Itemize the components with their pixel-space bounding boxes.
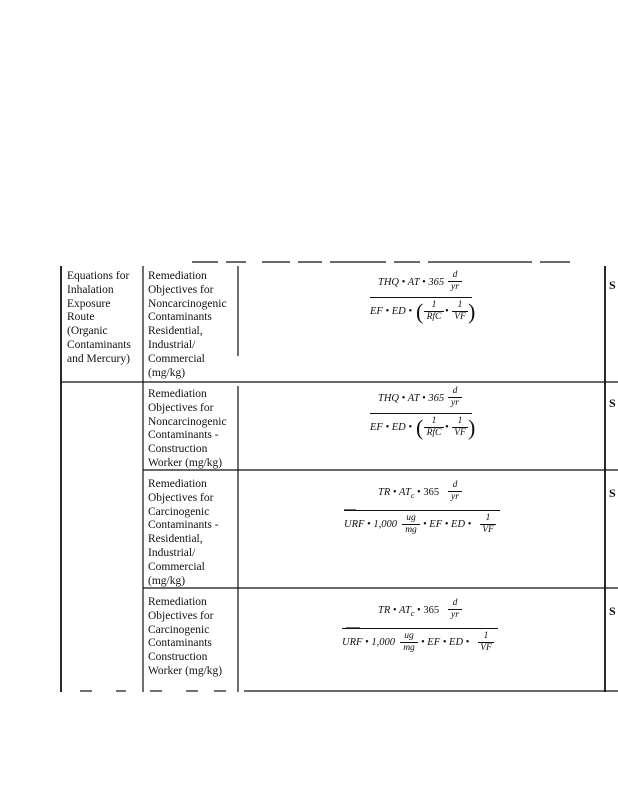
equation-numerator: THQ • AT • 365 [378,277,445,288]
close-paren: ) [468,299,476,324]
equation-numerator: THQ • AT • 365 [378,393,445,404]
column-heading: Equations for Inhalation Exposure Route (Organic Contaminants and Mercury) [67,270,131,365]
cut-off-text: S [609,604,616,618]
equation-denominator: URF • 1,000 [342,637,395,648]
open-paren: ( [416,299,424,324]
fraction-bar [370,413,472,414]
fraction-bar [370,297,472,298]
row-label: Remediation Objectives for Carcinogenic Contaminants - Residential, Industrial/ Commercial (mg/kg) [148,478,219,587]
equation: THQ • AT • 365 $\frac{d}{yr}$ EF • ED • ( 1 RfC • $\frac{1}{VF}$ ) [370,386,476,440]
den-fraction-1: 1 RfC [424,416,444,439]
row-label: Remediation Objectives for Noncarcinogenic Contaminants Residential, Industrial/ Commercial (mg/kg) [148,270,227,379]
num-fraction: $\frac{d}{yr}$ [448,270,462,293]
equation-numerator: TR • $AT_c$ • 365 [378,487,440,501]
open-paren: ( [416,415,424,440]
equation-denominator: EF • ED • [370,306,413,317]
equation-numerator: TR • $AT_c$ • 365 [378,605,440,619]
equation: THQ • AT • 365 $\frac{d}{yr}$ EF • ED • ( 1 RfC • $\frac{1}{VF}$ ) [370,270,476,324]
equation: TR • $AT_c$ • 365 $\frac{d}{yr}$ URF • 1,000 $\frac{ug}{mg}$ • EF • ED • $\frac{1}{VF}$ [342,600,502,660]
equation-denominator: EF • ED • [370,422,413,433]
den-fraction-1: $\frac{ug}{mg}$ [400,631,418,654]
den-fraction-2: $\frac{1}{VF}$ [452,300,468,323]
den-fraction-1: $\frac{ug}{mg}$ [402,513,420,536]
den-fraction-2: $\frac{1}{VF}$ [452,416,468,439]
num-fraction: $\frac{d}{yr}$ [448,480,462,503]
row-label: Remediation Objectives for Noncarcinogenic Contaminants - Construction Worker (mg/kg) [148,388,227,469]
equation-denominator: URF • 1,000 [344,519,397,530]
equation: TR • $AT_c$ • 365 $\frac{d}{yr}$ URF • 1,000 $\frac{ug}{mg}$ • EF • ED • $\frac{1}{VF}$ [344,482,504,542]
den-fraction-1: 1 RfC [424,300,444,323]
cut-off-text: S [609,278,616,292]
close-paren: ) [468,415,476,440]
den-fraction-2: $\frac{1}{VF}$ [480,513,496,536]
cut-off-text: S [609,486,616,500]
row-label: Remediation Objectives for Carcinogenic Contaminants Construction Worker (mg/kg) [148,596,223,677]
num-fraction: $\frac{d}{yr}$ [448,598,462,621]
num-fraction: $\frac{d}{yr}$ [448,386,462,409]
fraction-bar [344,510,500,511]
cut-off-text: S [609,396,616,410]
den-fraction-2: $\frac{1}{VF}$ [478,631,494,654]
fraction-bar [342,628,498,629]
